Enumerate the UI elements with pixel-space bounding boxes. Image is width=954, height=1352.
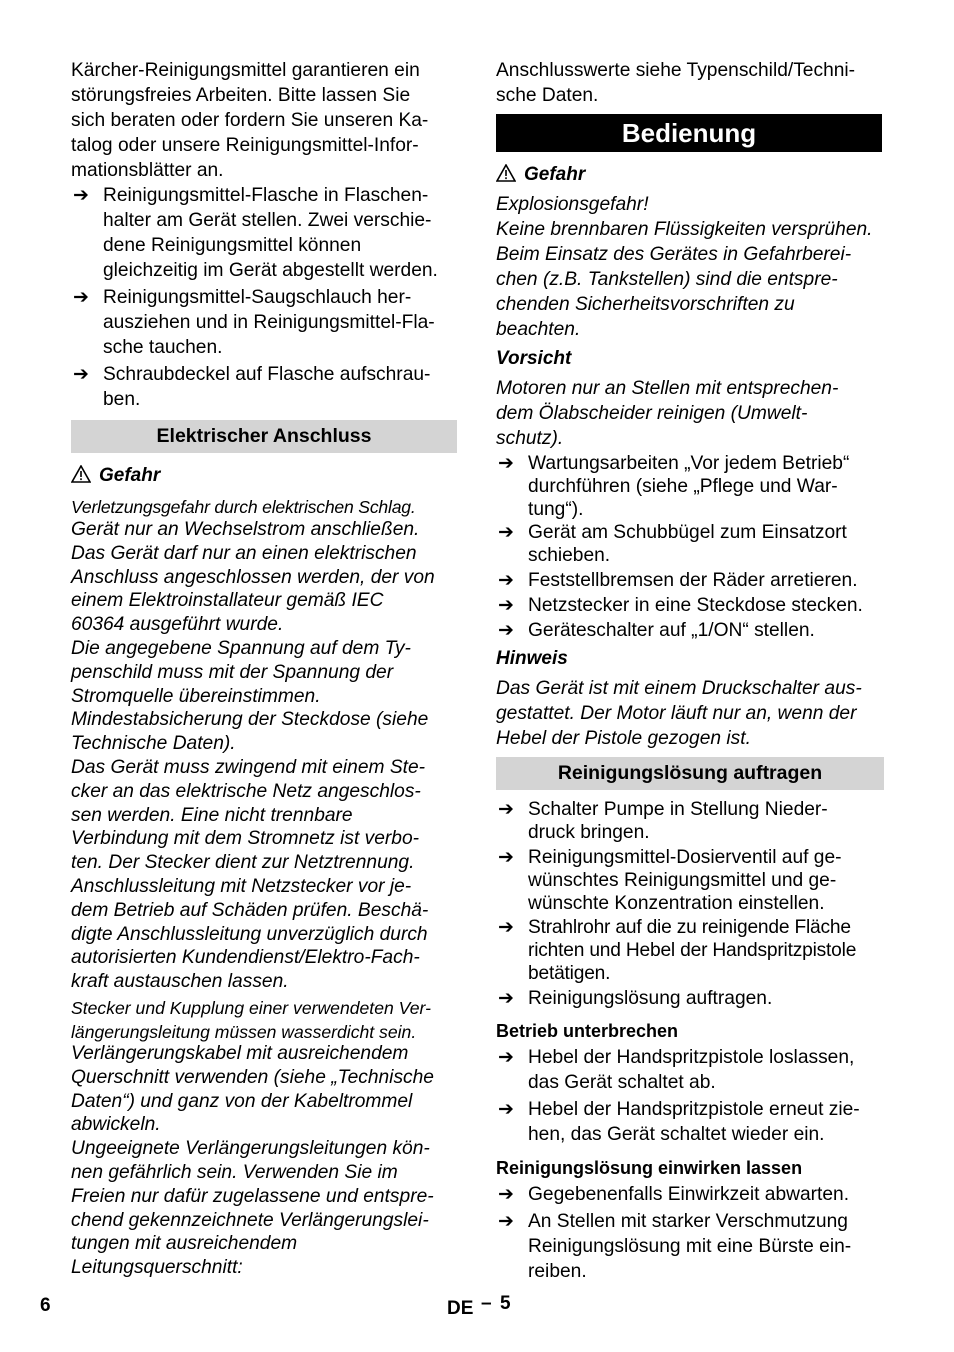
- section-heading: Reinigungslösung auftragen: [496, 757, 884, 790]
- list-item: [71, 285, 459, 360]
- intro-paragraph: Kärcher-Reinigungsmittel garantieren ein störungsfreies Arbeiten. Bitte lassen Sie sich beraten oder fordern Sie unseren Ka- talog oder unsere Reinigungsmittel-Infor- mationsblätter an.: [71, 60, 429, 181]
- arrow-right-icon: ➔: [498, 1047, 514, 1068]
- list-item-text: Schalter Pumpe in Stellung Nieder- druck bringen.: [528, 799, 828, 843]
- warning-heading: [71, 464, 160, 488]
- arrow-right-icon: ➔: [498, 1184, 514, 1205]
- subheading: Betrieb unterbrechen: [496, 1021, 679, 1041]
- footer-dash: –: [481, 1293, 492, 1314]
- list-item: [496, 798, 886, 844]
- page-number-left: 6: [40, 1295, 51, 1316]
- list-item: [496, 916, 886, 985]
- warning-text: Verlängerungskabel mit ausreichendem Querschnitt verwenden (siehe „Technische Daten“) und ganz von der Kabeltrommel abwickeln. Ungeeignete Verlängerungsleitungen kön- nen gefährlich sein. Verwenden Sie im Freien nur dafür zugelassene und entspre- chend gekennzeichnete Verlängerungslei- tungen mit ausreichendem Leitungsquerschnitt:: [71, 1043, 434, 1279]
- arrow-right-icon: ➔: [498, 570, 514, 591]
- list-item-text: Gerät am Schubbügel zum Einsatzort schieben.: [528, 522, 847, 566]
- list-item-text: Hebel der Handspritzpistole loslassen, das Gerät schaltet ab.: [528, 1047, 855, 1093]
- list-item-text: Reinigungslösung auftragen.: [528, 988, 773, 1009]
- list-item-text: Geräteschalter auf „1/ON“ stellen.: [528, 620, 815, 641]
- list-item-text: Netzstecker in eine Steckdose stecken.: [528, 595, 863, 616]
- arrow-right-icon: ➔: [498, 522, 514, 543]
- language-code: DE: [447, 1298, 474, 1319]
- list-item: [496, 619, 886, 642]
- list-item: [496, 594, 886, 617]
- list-item: [496, 1182, 886, 1207]
- list-item: [496, 569, 886, 592]
- caution-text: Motoren nur an Stellen mit entsprechen- dem Ölabscheider reinigen (Umwelt- schutz).: [496, 378, 839, 449]
- arrow-right-icon: ➔: [498, 620, 514, 641]
- warning-label: Gefahr: [99, 465, 161, 486]
- arrow-right-icon: ➔: [498, 453, 514, 474]
- arrow-right-icon: ➔: [73, 287, 89, 308]
- note-label: Hinweis: [496, 648, 568, 669]
- list-item-text: Feststellbremsen der Räder arretieren.: [528, 570, 858, 591]
- list-item-text: Hebel der Handspritzpistole erneut zie- hen, das Gerät schaltet wieder ein.: [528, 1099, 860, 1145]
- list-item-text: Reinigungsmittel-Flasche in Flaschen- halter am Gerät stellen. Zwei verschie- dene Reinigungsmittel können gleichzeitig im Gerät abgestellt werden.: [103, 185, 438, 281]
- list-item: [496, 1045, 886, 1095]
- page-number-right: 5: [500, 1293, 511, 1314]
- list-item-text: An Stellen mit starker Verschmutzung Reinigungslösung mit eine Bürste ein- reiben.: [528, 1211, 852, 1282]
- arrow-right-icon: ➔: [498, 917, 514, 938]
- list-item-text: Reinigungsmittel-Dosierventil auf ge- wünschtes Reinigungsmittel und ge- wünschte Konzentration einstellen.: [528, 847, 842, 914]
- note-text: Das Gerät ist mit einem Druckschalter aus- gestattet. Der Motor läuft nur an, wenn der Hebel der Pistole gezogen ist.: [496, 678, 862, 749]
- warning-triangle-icon: [496, 164, 516, 182]
- list-item: [496, 1097, 886, 1147]
- arrow-right-icon: ➔: [498, 1211, 514, 1232]
- arrow-right-icon: ➔: [498, 1099, 514, 1120]
- list-item-text: Reinigungsmittel-Saugschlauch her- ausziehen und in Reinigungsmittel-Fla- sche tauchen.: [103, 287, 435, 358]
- section-heading: Elektrischer Anschluss: [71, 420, 457, 453]
- list-item: [496, 987, 886, 1010]
- page-title: Bedienung: [496, 114, 882, 152]
- intro-paragraph: Anschlusswerte siehe Typenschild/Techni- sche Daten.: [496, 60, 856, 106]
- list-item-text: Gegebenenfalls Einwirkzeit abwarten.: [528, 1184, 850, 1205]
- list-item-text: Wartungsarbeiten „Vor jedem Betrieb“ durchführen (siehe „Pflege und War- tung“).: [528, 453, 850, 520]
- arrow-right-icon: ➔: [498, 847, 514, 868]
- arrow-right-icon: ➔: [73, 185, 89, 206]
- list-item: [71, 362, 459, 412]
- warning-text: Stecker und Kupplung einer verwendeten Ver- längerungsleitung müssen wasserdicht sein.: [71, 998, 431, 1042]
- list-item: [496, 846, 886, 915]
- list-item-text: Schraubdeckel auf Flasche aufschrau- ben.: [103, 364, 431, 410]
- arrow-right-icon: ➔: [73, 364, 89, 385]
- arrow-right-icon: ➔: [498, 595, 514, 616]
- warning-heading: [496, 163, 585, 187]
- list-item: [496, 452, 886, 521]
- arrow-right-icon: ➔: [498, 799, 514, 820]
- warning-label: Gefahr: [524, 164, 586, 185]
- caution-label: Vorsicht: [496, 348, 572, 369]
- arrow-right-icon: ➔: [498, 988, 514, 1009]
- list-item-text: Strahlrohr auf die zu reinigende Fläche richten und Hebel der Handspritzpistole betätigen.: [528, 917, 857, 984]
- list-item: [496, 1209, 886, 1284]
- subheading: Reinigungslösung einwirken lassen: [496, 1158, 803, 1178]
- warning-text: Explosionsgefahr! Keine brennbaren Flüssigkeiten versprühen. Beim Einsatz des Gerätes in Gefahrberei- chen (z.B. Tankstellen) sind die entspre- chenden Sicherheitsvorschriften zu beachten.: [496, 194, 873, 340]
- warning-text: Verletzungsgefahr durch elektrischen Schlag.: [71, 497, 416, 517]
- warning-text: Gerät nur an Wechselstrom anschließen. Das Gerät darf nur an einen elektrischen Anschluss angeschlossen werden, der von einem Elektroinstallateur gemäß IEC 60364 ausgeführt wurde. Die angegebene Spannung auf dem Ty- penschild muss mit der Spannung der Stromquelle übereinstimmen. Mindestabsicherung der Steckdose (siehe Technische Daten). Das Gerät muss zwingend mit einem Ste- cker an das elektrische Netz angeschlos- sen werden. Eine nicht trennbare Verbindung mit dem Stromnetz ist verbo- ten. Der Stecker dient zur Netztrennung. Anschlussleitung mit Netzstecker vor je- dem Betrieb auf Schäden prüfen. Beschä- digte Anschlussleitung unverzüglich durch autorisierten Kundendienst/Elektro-Fach- kraft austauschen lassen.: [71, 519, 435, 993]
- warning-triangle-icon: [71, 465, 91, 483]
- list-item: [496, 521, 886, 567]
- list-item: [71, 183, 459, 283]
